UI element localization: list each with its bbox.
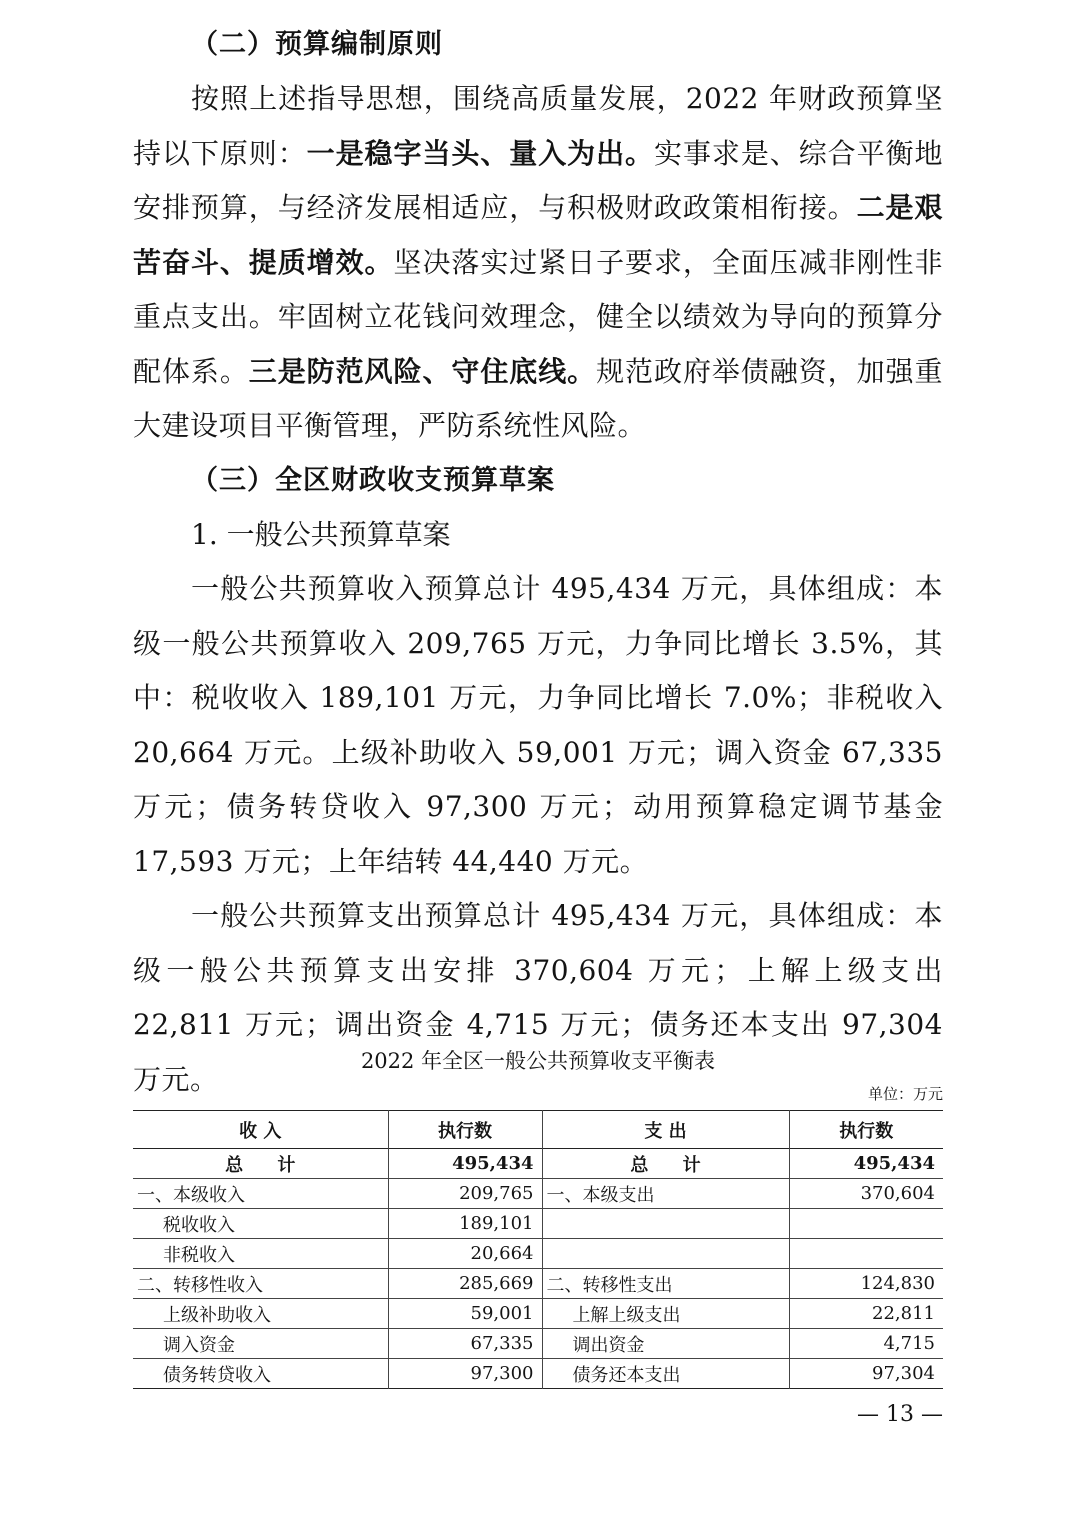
expense-item-label: 上解上级支出: [542, 1299, 789, 1329]
principle-3-text: 规范政府举债融资，加强重大建设项目平衡管理，严防系统性风险。: [133, 354, 943, 442]
table-header-row: [133, 1111, 943, 1149]
total-value-left: 495,434: [388, 1149, 542, 1179]
table-unit: 单位：万元: [867, 1085, 943, 1103]
paragraph-expense: 一般公共预算支出预算总计 495,434 万元，具体组成：本级一般公共预算支出安排 370,604 万元；上解上级支出 22,811 万元；调出资金 4,715 万元；债务还本支出 97,304 万元。: [133, 899, 943, 1096]
expense-item-label: [542, 1209, 789, 1239]
income-item-value: 20,664: [388, 1239, 542, 1269]
income-item-label: 非税收入: [163, 1244, 235, 1266]
table-row: [133, 1359, 943, 1389]
paragraph-budget-principles: [133, 72, 943, 454]
expense-item-value: 4,715: [789, 1329, 943, 1359]
balance-table: [133, 1110, 943, 1389]
table-row: [133, 1239, 943, 1269]
table-row: [133, 1179, 943, 1209]
header-expense-value: 执行数: [789, 1111, 943, 1149]
table-row-total: [133, 1149, 943, 1179]
header-income-value: 执行数: [388, 1111, 542, 1149]
income-item-label: 债务转贷收入: [163, 1364, 271, 1386]
header-income: 收 入: [239, 1120, 282, 1142]
document-body: [133, 18, 943, 1107]
table-row: [133, 1329, 943, 1359]
section-heading-budget-principles: （二）预算编制原则: [191, 29, 443, 60]
income-item-value: 209,765: [388, 1179, 542, 1209]
principle-1-title: 一是稳字当头、量入为出。: [306, 136, 654, 170]
expense-item-value: 22,811: [789, 1299, 943, 1329]
principle-2-text: 坚决落实过紧日子要求，全面压减非刚性非重点支出。牢固树立花钱问效理念，健全以绩效为导向的预算分配体系。: [133, 245, 943, 388]
principle-2-title: 二是艰苦奋斗、提质增效。: [133, 191, 943, 279]
income-item-label: 上级补助收入: [163, 1304, 271, 1326]
section-heading-budget-draft: （三）全区财政收支预算草案: [191, 464, 555, 496]
principle-3-title: 三是防范风险、守住底线。: [248, 354, 597, 388]
expense-item-value: 97,304: [789, 1359, 943, 1389]
total-label-left: 总 计: [225, 1154, 310, 1176]
expense-item-value: 124,830: [789, 1269, 943, 1299]
subheading-general-budget: 1. 一般公共预算草案: [191, 517, 451, 551]
expense-item-label: 一、本级支出: [542, 1179, 789, 1209]
income-item-label: 一、本级收入: [137, 1184, 245, 1206]
table-row: [133, 1209, 943, 1239]
income-item-value: 97,300: [388, 1359, 542, 1389]
income-item-value: 189,101: [388, 1209, 542, 1239]
income-item-label: 税收收入: [163, 1214, 235, 1236]
table-row: [133, 1299, 943, 1329]
income-item-value: 67,335: [388, 1329, 542, 1359]
principle-1-text: 实事求是、综合平衡地安排预算，与经济发展相适应，与积极财政政策相衔接。: [133, 136, 943, 224]
expense-item-value: [789, 1239, 943, 1269]
income-item-value: 59,001: [388, 1299, 542, 1329]
expense-item-value: 370,604: [789, 1179, 943, 1209]
income-item-label: 二、转移性收入: [137, 1274, 263, 1296]
table-row: [133, 1269, 943, 1299]
income-item-value: 285,669: [388, 1269, 542, 1299]
total-label-right: 总 计: [542, 1149, 789, 1179]
principles-intro: 按照上述指导思想，围绕高质量发展，2022 年财政预算坚持以下原则：: [133, 82, 943, 170]
page-number: — 13 —: [857, 1402, 943, 1427]
header-expense: 支 出: [542, 1111, 789, 1149]
income-item-label: 调入资金: [163, 1334, 235, 1356]
table-title: 2022 年全区一般公共预算收支平衡表: [360, 1049, 716, 1073]
expense-item-label: [542, 1239, 789, 1269]
total-value-right: 495,434: [789, 1149, 943, 1179]
expense-item-label: 调出资金: [542, 1329, 789, 1359]
paragraph-income: 一般公共预算收入预算总计 495,434 万元，具体组成：本级一般公共预算收入 209,765 万元，力争同比增长 3.5%，其中：税收收入 189,101 万元，力争同比增长 7.0%；非税收入 20,664 万元。上级补助收入 59,001 万元；调入资金 67,335 万元；债务转贷收入 97,300 万元；动用预算稳定调节基金 17,593 万元；上年结转 44,440 万元。: [133, 572, 943, 878]
expense-item-label: 债务还本支出: [542, 1359, 789, 1389]
expense-item-value: [789, 1209, 943, 1239]
expense-item-label: 二、转移性支出: [542, 1269, 789, 1299]
